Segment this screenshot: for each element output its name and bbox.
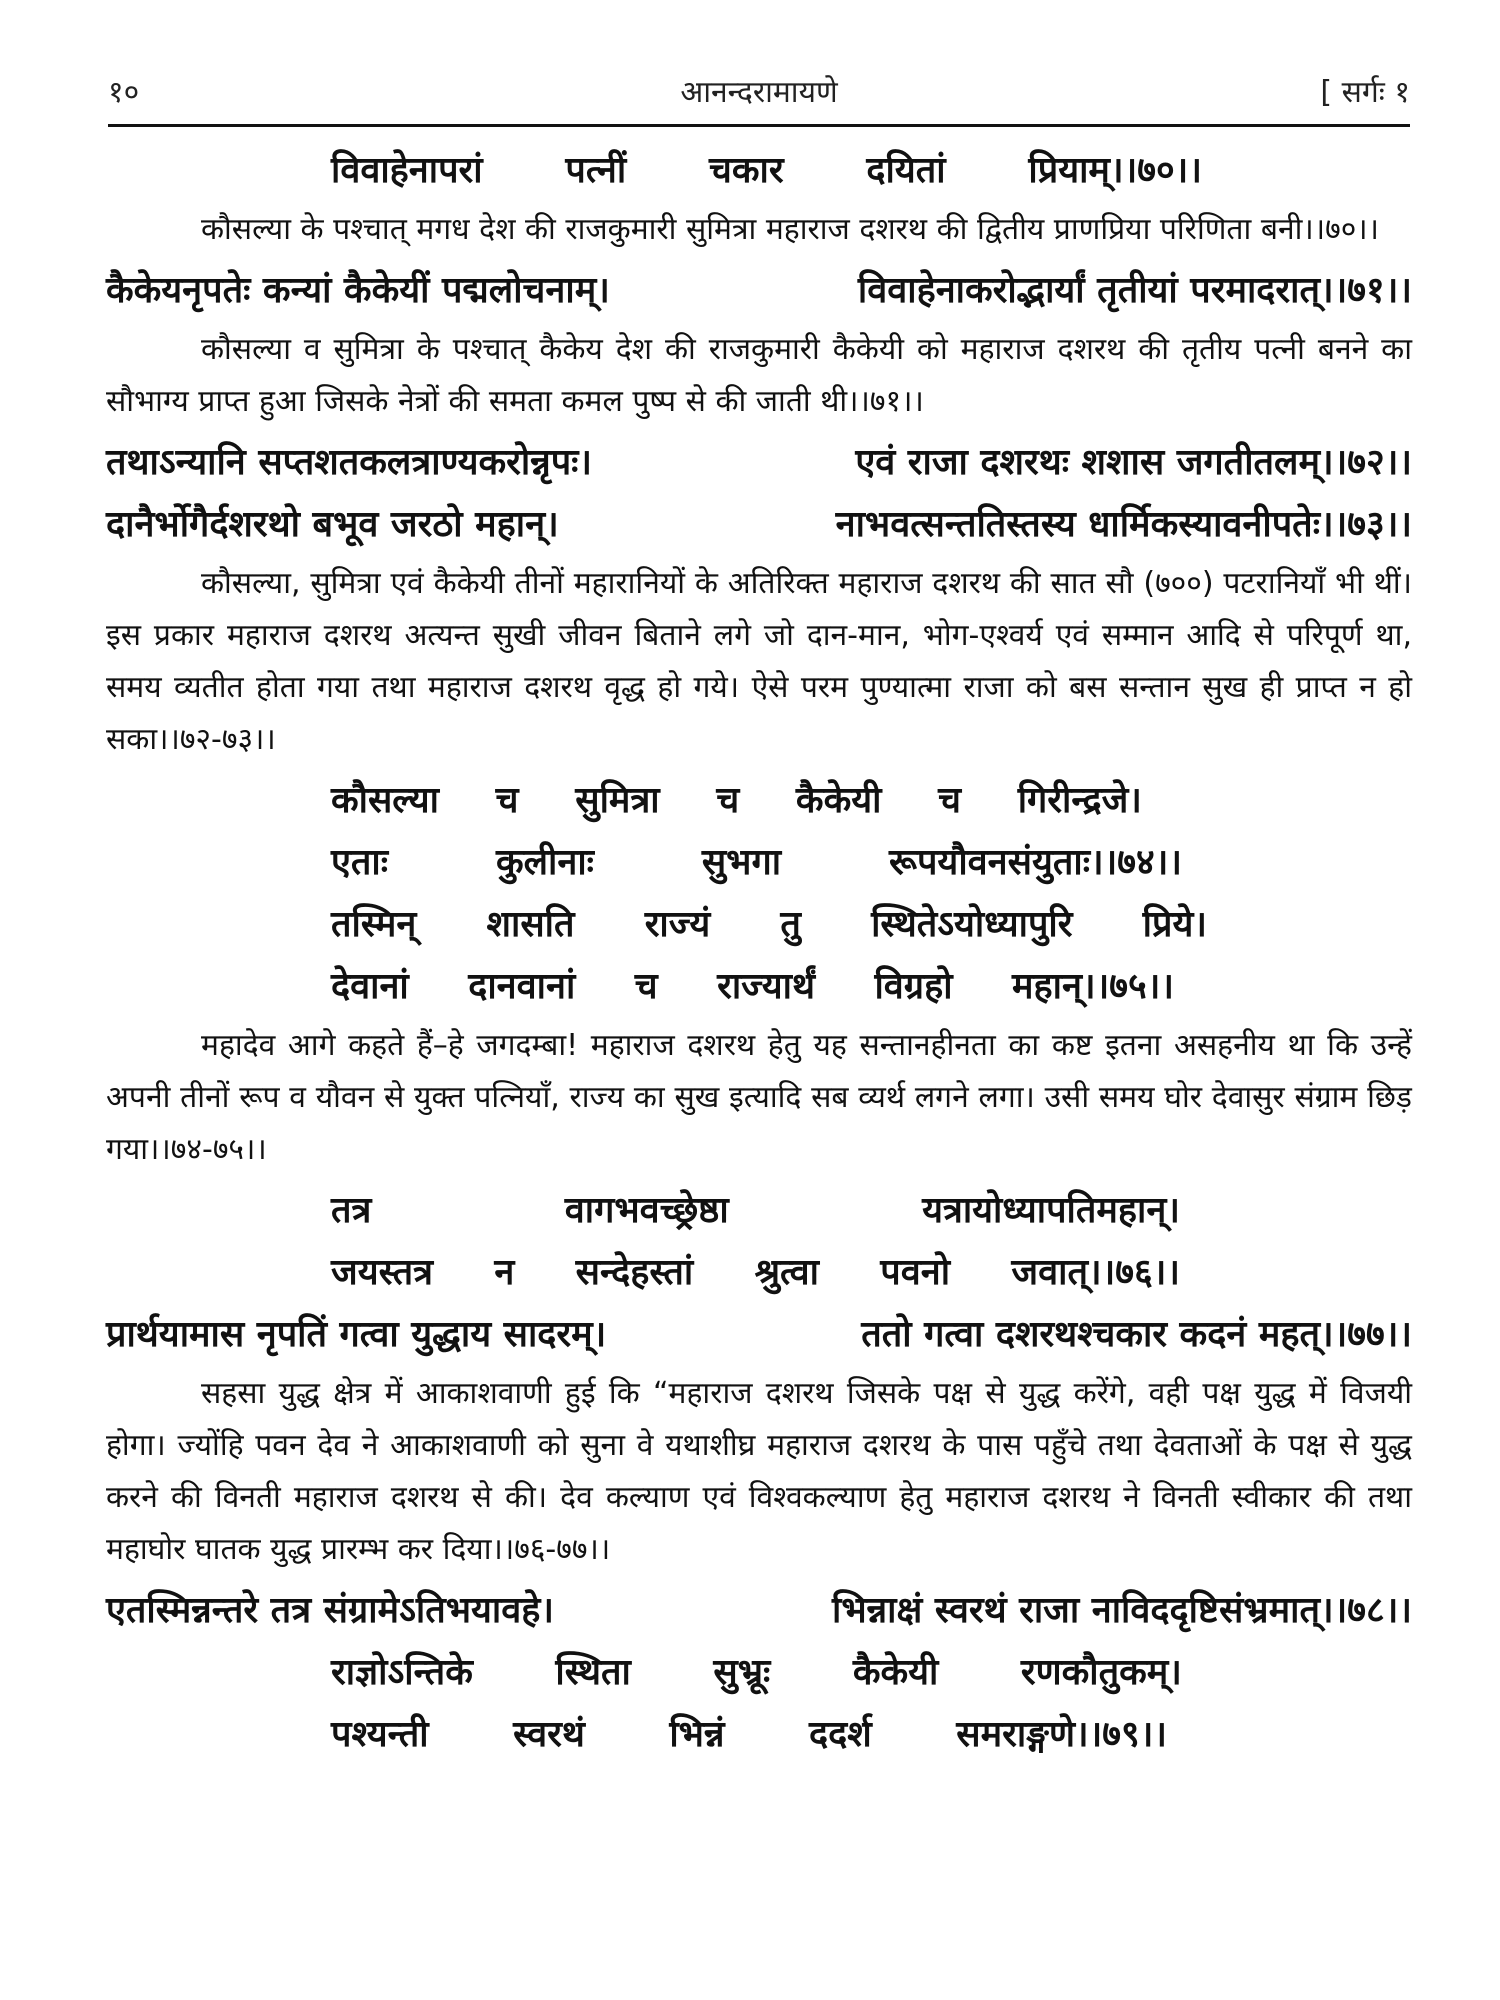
verse-word: एवं राजा दशरथः शशास जगतीतलम्।।७२।।	[855, 442, 1412, 483]
verse-word: तत्र	[331, 1190, 372, 1231]
verse-word: पश्यन्ती	[331, 1714, 429, 1755]
verse-line	[331, 896, 1207, 954]
verse-word: तथाऽन्यानि सप्तशतकलत्राण्यकरोन्नृपः।	[106, 442, 593, 483]
verse-word: कुलीनाः	[495, 842, 594, 883]
verse-word: जवात्।।७६।।	[1011, 1252, 1180, 1293]
verse-word: च	[938, 780, 962, 821]
verse-word: सन्देहस्तां	[575, 1252, 694, 1293]
verse-line	[331, 958, 1174, 1016]
verse-word: दानवानां	[468, 966, 576, 1007]
verse-word: राज्ञोऽन्तिके	[331, 1652, 473, 1693]
verse-word: सुमित्रा	[575, 780, 660, 821]
verse-word: प्रियाम्।।७०।।	[1028, 150, 1202, 191]
verse-word: तु	[780, 904, 801, 945]
verse-word: स्वरथं	[513, 1714, 585, 1755]
verse-line	[331, 834, 1182, 892]
verse-word: एतस्मिन्नन्तरे तत्र संग्रामेऽतिभयावहे।	[106, 1590, 555, 1631]
verse-word: विवाहेनापरां	[331, 150, 483, 191]
verse-word: यत्रायोध्यापतिमहान्।	[922, 1190, 1180, 1231]
verse-word: एताः	[331, 842, 389, 883]
verse-word: प्रार्थयामास नृपतिं गत्वा युद्धाय सादरम्।	[106, 1314, 607, 1355]
verse-word: वागभवच्छ्रेष्ठा	[564, 1190, 729, 1231]
verse-word: देवानां	[331, 966, 409, 1007]
verse-word: विग्रहो	[874, 966, 953, 1007]
verse-word: सुभगा	[701, 842, 782, 883]
verse-word: श्रुत्वा	[754, 1252, 819, 1293]
verse-line	[106, 1582, 1412, 1640]
verse-line	[331, 1706, 1167, 1764]
verse-word: महान्।।७५।।	[1012, 966, 1174, 1007]
verse-line	[331, 1182, 1180, 1240]
verse-word: राज्यार्थं	[717, 966, 815, 1007]
book-title: आनन्दरामायणे	[680, 75, 838, 110]
verse-line	[331, 1644, 1182, 1702]
page-header	[108, 70, 1410, 120]
translation-paragraph: कौसल्या के पश्चात् मगध देश की राजकुमारी सुमित्रा महाराज दशरथ की द्वितीय प्राणप्रिया परिणिता बनी।।७०।।	[201, 212, 1380, 247]
translation-paragraph: कौसल्या, सुमित्रा एवं कैकेयी तीनों महारानियों के अतिरिक्त महाराज दशरथ की सात सौ (७००) पटरानियाँ भी थीं। इस प्रकार महाराज दशरथ अत्यन्त सुखी जीवन बिताने लगे जो दान-मान, भोग-एश्वर्य एवं सम्मान आदि से परिपूर्ण था, समय व्यतीत होता गया तथा महाराज दशरथ वृद्ध हो गये। ऐसे परम पुण्यात्मा राजा को बस सन्तान सुख ही प्राप्त न हो सका।।७२-७३।।	[106, 566, 1412, 757]
verse-word: समराङ्गणे।।७९।।	[956, 1714, 1167, 1755]
verse-word: रूपयौवनसंयुताः।।७४।।	[889, 842, 1182, 883]
verse-word: स्थितेऽयोध्यापुरि	[871, 904, 1073, 945]
verse-word: च	[495, 780, 519, 821]
verse-word: जयस्तत्र	[331, 1252, 433, 1293]
verse-word: कैकेयी	[795, 780, 882, 821]
verse-word: पवनो	[880, 1252, 951, 1293]
verse-word: च	[716, 780, 740, 821]
verse-word: च	[634, 966, 658, 1007]
verse-word: दयितां	[866, 150, 946, 191]
verse-word: विवाहेनाकरोद्भार्यां तृतीयां परमादरात्।।७१।।	[857, 270, 1412, 311]
verse-word: कौसल्या	[331, 780, 439, 821]
header-rule	[108, 124, 1410, 127]
verse-word: भिन्नं	[669, 1714, 725, 1755]
translation-paragraph: सहसा युद्ध क्षेत्र में आकाशवाणी हुई कि “महाराज दशरथ जिसके पक्ष से युद्ध करेंगे, वही पक्ष युद्ध में विजयी होगा। ज्योंहि पवन देव ने आकाशवाणी को सुना वे यथाशीघ्र महाराज दशरथ के पास पहुँचे तथा देवताओं के पक्ष से युद्ध करने की विनती महाराज दशरथ से की। देव कल्याण एवं विश्वकल्याण हेतु महाराज दशरथ ने विनती स्वीकार की तथा महाघोर घातक युद्ध प्रारम्भ कर दिया।।७६-७७।।	[106, 1376, 1412, 1567]
verse-word: कैकेयी	[852, 1652, 939, 1693]
verse-word: पत्नीं	[565, 150, 627, 191]
page-number: १०	[108, 75, 140, 110]
verse-word: न	[494, 1252, 515, 1293]
verse-line	[106, 262, 1412, 320]
verse-line	[106, 496, 1412, 554]
verse-line	[331, 142, 1202, 200]
verse-word: भिन्नाक्षं स्वरथं राजा नाविददृष्टिसंभ्रमात्।।७८।।	[832, 1590, 1412, 1631]
verse-word: शासति	[486, 904, 575, 945]
verse-word: कैकेयनृपतेः कन्यां कैकेयीं पद्मलोचनाम्।	[106, 270, 610, 311]
verse-word: प्रिये।	[1142, 904, 1207, 945]
verse-word: ददर्श	[809, 1714, 872, 1755]
verse-word: नाभवत्सन्ततिस्तस्य धार्मिकस्यावनीपतेः।।७३।।	[835, 504, 1412, 545]
verse-line	[106, 1306, 1412, 1364]
verse-word: सुभ्रूः	[713, 1652, 771, 1693]
translation-paragraph: महादेव आगे कहते हैं–हे जगदम्बा! महाराज दशरथ हेतु यह सन्तानहीनता का कष्ट इतना असहनीय था कि उन्हें अपनी तीनों रूप व यौवन से युक्त पत्नियाँ, राज्य का सुख इत्यादि सब व्यर्थ लगने लगा। उसी समय घोर देवासुर संग्राम छिड़ गया।।७४-७५।।	[106, 1028, 1412, 1167]
verse-line	[106, 434, 1412, 492]
verse-word: ततो गत्वा दशरथश्चकार कदनं महत्।।७७।।	[861, 1314, 1412, 1355]
verse-word: रणकौतुकम्।	[1020, 1652, 1182, 1693]
verse-word: गिरीन्द्रजे।	[1017, 780, 1142, 821]
verse-word: राज्यं	[644, 904, 711, 945]
verse-line	[331, 772, 1142, 830]
verse-word: तस्मिन्	[331, 904, 417, 945]
verse-word: चकार	[709, 150, 784, 191]
page-body	[106, 138, 1412, 1768]
section-label: [ सर्गः १	[1320, 75, 1410, 110]
verse-word: दानैर्भोगैर्दशरथो बभूव जरठो महान्।	[106, 504, 559, 545]
verse-word: स्थिता	[555, 1652, 631, 1693]
translation-paragraph: कौसल्या व सुमित्रा के पश्चात् कैकेय देश की राजकुमारी कैकेयी को महाराज दशरथ की तृतीय पत्नी बनने का सौभाग्य प्राप्त हुआ जिसके नेत्रों की समता कमल पुष्प से की जाती थी।।७१।।	[106, 332, 1412, 419]
verse-line	[331, 1244, 1180, 1302]
